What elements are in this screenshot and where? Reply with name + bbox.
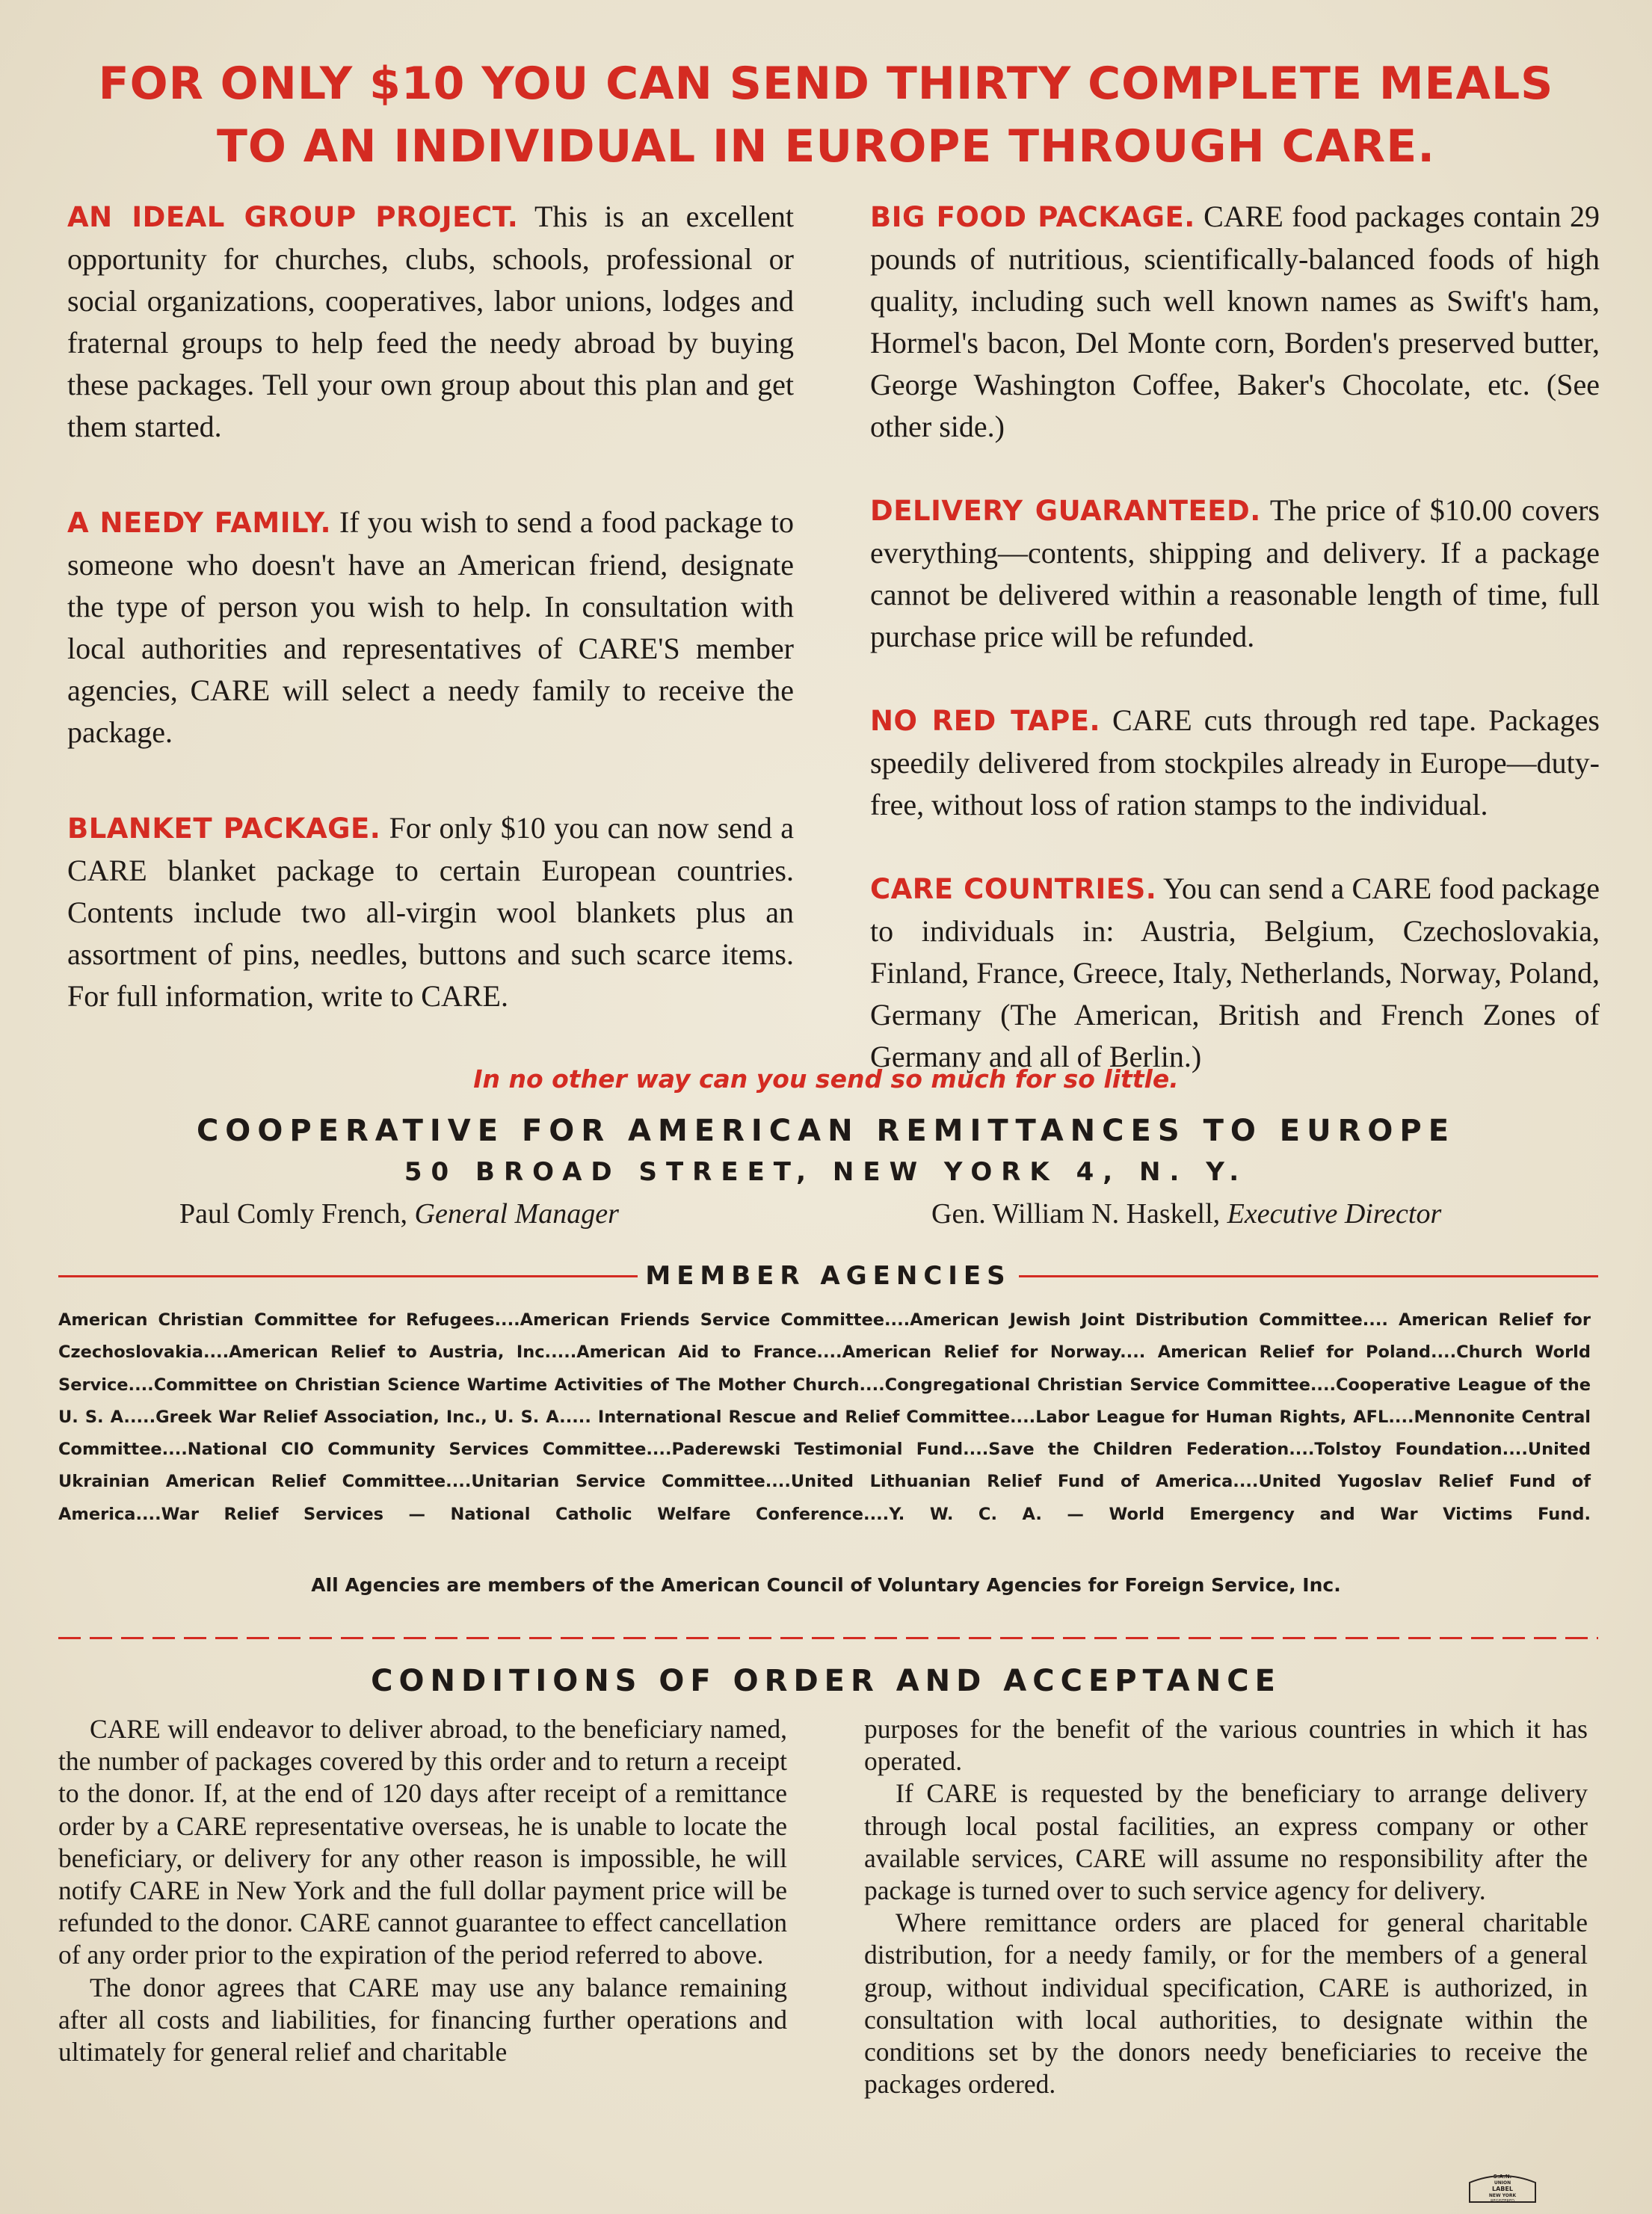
union-label-line: LABEL <box>1492 2186 1513 2192</box>
union-label-line: UNION <box>1494 2180 1511 2186</box>
section-text: You can send a CARE food package to individuals in: Austria, Belgium, Czechoslovakia, Finland, France, Greece, Italy, Netherlands, Norway, Poland, Germany (The American, British and French Zones of Germany and all of Berlin.) <box>870 872 1600 1073</box>
section-lead: BIG FOOD PACKAGE. <box>870 201 1195 233</box>
divider <box>1019 1275 1598 1277</box>
officer-executive-director <box>931 1197 1441 1230</box>
left-column <box>67 196 794 1071</box>
section-lead: AN IDEAL GROUP PROJECT. <box>67 201 519 233</box>
officer-name: Paul Comly French, <box>179 1198 415 1230</box>
conditions-right-column <box>864 1713 1588 2100</box>
officer-title: Executive Director <box>1227 1198 1442 1230</box>
conditions-left-column <box>58 1713 787 2068</box>
section-text: If you wish to send a food package to someone who doesn't have an American friend, designate the type of person you wish to help. In consultation with local authorities and representatives of CARE'S member agencies, CARE will select a needy family to receive the package. <box>67 505 795 749</box>
section-delivery-guaranteed <box>870 490 1600 658</box>
section-group-project <box>67 196 794 448</box>
section-text: CARE cuts through red tape. Packages speedily delivered from stockpiles already in Europe—duty-free, without loss of ration stamps to the individual. <box>870 703 1600 821</box>
union-label-line: NEW YORK <box>1488 2193 1517 2198</box>
headline-line-1: FOR ONLY $10 YOU CAN SEND THIRTY COMPLETE MEALS <box>98 58 1554 110</box>
section-lead: DELIVERY GUARANTEED. <box>870 495 1261 527</box>
section-blanket-package <box>67 807 794 1017</box>
tagline: In no other way can you send so much for so little. <box>473 1064 1179 1094</box>
right-column <box>870 196 1600 1078</box>
section-needy-family <box>67 502 794 753</box>
dashed-divider <box>58 1637 1598 1639</box>
headline <box>45 52 1607 178</box>
section-text: For only $10 you can now send a CARE blanket package to certain European countries. Contents include two all-virgin wool blankets plus an assortment of pins, needles, buttons and such scarce items. For full information, write to CARE. <box>67 811 795 1013</box>
officer-name: Gen. William N. Haskell, <box>931 1198 1227 1230</box>
section-lead: A NEEDY FAMILY. <box>67 507 332 539</box>
officer-title: General Manager <box>414 1198 619 1230</box>
section-no-red-tape <box>870 700 1600 826</box>
section-text: The price of $10.00 covers everything—contents, shipping and delivery. If a package cannot be delivered within a reasonable length of time, full purchase price will be refunded. <box>870 493 1600 653</box>
member-agencies-label: MEMBER AGENCIES <box>645 1261 1011 1291</box>
section-text: CARE food packages contain 29 pounds of nutritious, scientifically-balanced foods of high quality, including such well known names as Swift's ham, Hormel's bacon, Del Monte corn, Borden's preserved butter, George Washington Coffee, Baker's Chocolate, etc. (See other side.) <box>870 200 1600 443</box>
section-lead: NO RED TAPE. <box>870 705 1101 737</box>
conditions-paragraph: CARE will endeavor to deliver abroad, to the beneficiary named, the number of packages covered by this order and to return a receipt to the donor. If, at the end of 120 days after receipt of a remittance order by a CARE representative overseas, he is unable to locate the beneficiary, or delivery for any other reason is impossible, he will notify CARE in New York and the full dollar payment price will be refunded to the donor. CARE cannot guarantee to effect cancellation of any order prior to the expiration of the period referred to above. <box>58 1714 787 1970</box>
organization-name: COOPERATIVE FOR AMERICAN REMITTANCES TO EUROPE <box>196 1114 1456 1148</box>
officer-general-manager <box>179 1197 619 1230</box>
divider <box>58 1275 638 1277</box>
conditions-heading: CONDITIONS OF ORDER AND ACCEPTANCE <box>371 1664 1281 1698</box>
section-care-countries <box>870 868 1600 1078</box>
union-label-line: REGISTERED <box>1491 2199 1514 2204</box>
section-big-food-package <box>870 196 1600 448</box>
conditions-paragraph: purposes for the benefit of the various countries in which it has operated. <box>864 1714 1588 1777</box>
headline-line-2: TO AN INDIVIDUAL IN EUROPE THROUGH CARE. <box>216 120 1436 173</box>
member-agencies-heading <box>58 1257 1598 1295</box>
union-label-line: S.A.N. <box>1493 2174 1512 2180</box>
conditions-paragraph: The donor agrees that CARE may use any balance remaining after all costs and liabilities, for financing further operations and ultimately for general relief and charitable <box>58 1972 787 2067</box>
section-text: This is an excellent opportunity for churches, clubs, schools, professional or social organizations, cooperatives, labor unions, lodges and fraternal groups to help feed the needy abroad by buying these packages. Tell your own group about this plan and get them started. <box>67 200 794 443</box>
member-agencies-note: All Agencies are members of the American Council of Voluntary Agencies for Foreign Service, Inc. <box>311 1574 1341 1596</box>
section-lead: BLANKET PACKAGE. <box>67 812 381 845</box>
organization-address: 50 BROAD STREET, NEW YORK 4, N. Y. <box>404 1157 1248 1187</box>
union-label-stamp <box>1467 2169 1538 2204</box>
section-lead: CARE COUNTRIES. <box>870 873 1157 905</box>
member-agencies-list: American Christian Committee for Refugees....American Friends Service Committee....American Jewish Joint Distribution Committee.... American Relief for Czechoslovakia....American Relief to Austria, Inc.....American Aid to France....American Relief for Norway.... American Relief for Poland....Church World Service....Committee on Christian Science Wartime Activities of The Mother Church....Congregational Christian Service Committee....Cooperative League of the U. S. A.....Greek War Relief Association, Inc., U. S. A..... International Rescue and Relief Committee....Labor League for Human Rights, AFL....Mennonite Central Committee....National CIO Community Services Committee....Paderewski Testimonial Fund....Save the Children Federation....Tolstoy Foundation....United Ukrainian American Relief Committee....Unitarian Service Committee....United Lithuanian Relief Fund of America....United Yugoslav Relief Fund of America....War Relief Services — National Catholic Welfare Conference....Y. W. C. A. — World Emergency and War Victims Fund. <box>58 1310 1591 1524</box>
conditions-paragraph: If CARE is requested by the beneficiary to arrange delivery through local postal facilities, an express company or other available services, CARE will assume no responsibility after the package is turned over to such service agency for delivery. <box>864 1778 1588 1906</box>
conditions-paragraph: Where remittance orders are placed for general charitable distribution, for a needy family, or for the members of a general group, without individual specification, CARE is authorized, in consultation with local authorities, to designate within the conditions set by the donors needy beneficiaries to receive the packages ordered. <box>864 1908 1588 2100</box>
